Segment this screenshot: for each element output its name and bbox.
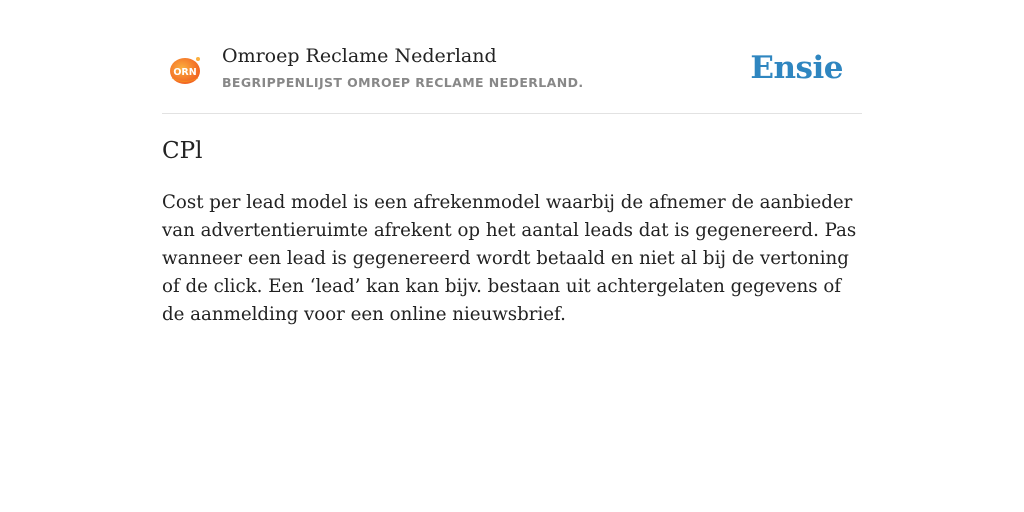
term-definition: Cost per lead model is een afrekenmodel waarbij de afnemer de aanbieder van advertentieruimte afrekent op het aantal leads dat is gegenereerd. Pas wanneer een lead is gegenereerd wordt betaald en niet al bij de vertoning of de click. Een ‘lead’ kan kan bijv. bestaan uit achtergelaten gegevens of de aanmelding voor een online nieuwsbrief.	[162, 192, 857, 325]
source-subtitle: BEGRIPPENLIJST OMROEP RECLAME NEDERLAND.	[222, 75, 584, 90]
term-title: CPl	[162, 138, 203, 164]
orn-logo-graphic	[168, 54, 202, 86]
content-container	[162, 0, 862, 325]
logo-text: ORN	[173, 67, 197, 78]
source-name[interactable]: Omroep Reclame Nederland	[222, 45, 497, 67]
ensie-brand-link[interactable]: Ensie	[750, 50, 843, 86]
header	[162, 0, 862, 114]
orn-logo-icon[interactable]	[168, 54, 202, 86]
